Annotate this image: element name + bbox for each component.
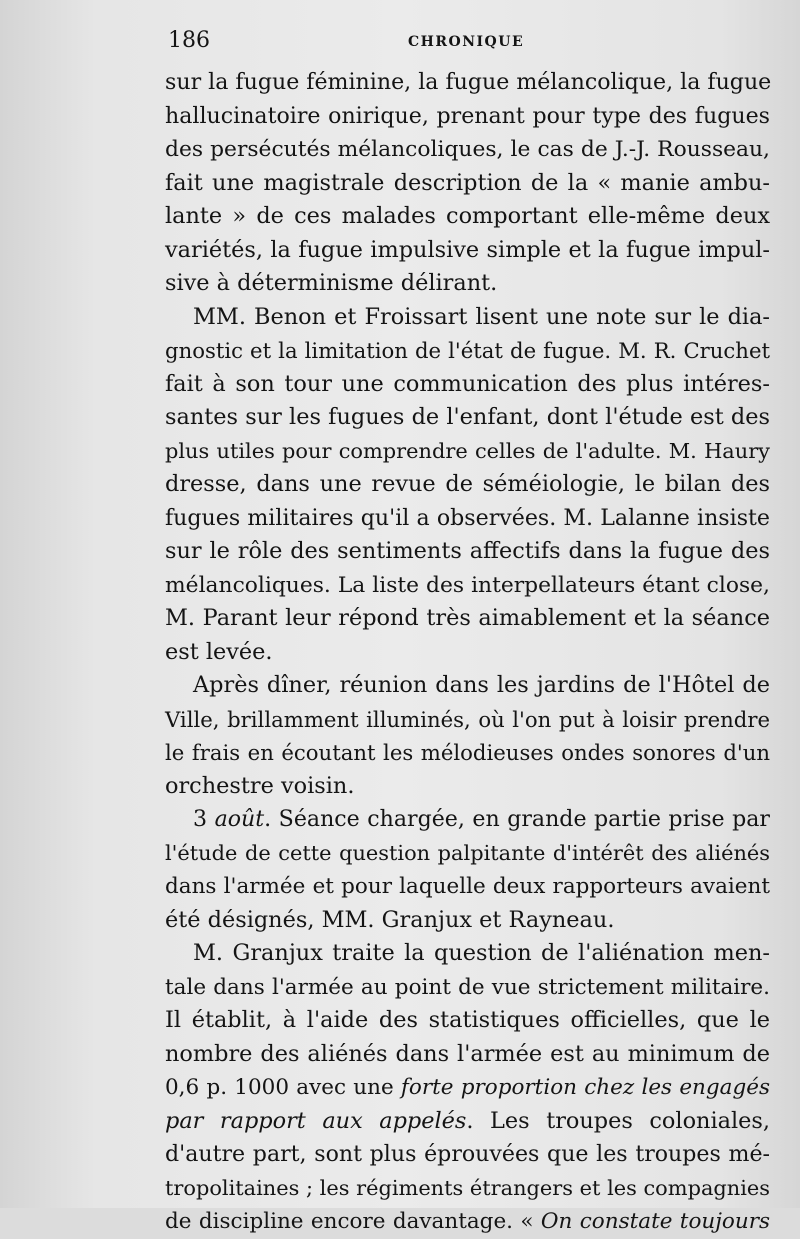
text-line: tropolitaines ; les régiments étrangers et les compagnies xyxy=(165,1175,770,1200)
italic-text: forte proportion chez les engagés xyxy=(400,1075,770,1100)
italic-text: On constate toujours xyxy=(540,1209,771,1234)
text-segment: . Les troupes coloniales, xyxy=(466,1107,771,1134)
text-line: tale dans l'armée au point de vue strictement militaire. xyxy=(165,974,770,1000)
text-line: le frais en écoutant les mélodieuses ondes sonores d'un xyxy=(165,740,770,765)
text-line xyxy=(165,1105,770,1139)
text-line: été désignés, MM. Granjux et Rayneau. xyxy=(165,906,615,933)
text-line: fait une magistrale description de la « manie ambu- xyxy=(165,169,770,196)
text-line: fait à son tour une communication des plus intéres- xyxy=(165,370,770,397)
italic-text: août xyxy=(214,806,265,832)
text-line: M. Granjux traite la question de l'aliénation men- xyxy=(193,940,770,966)
text-line: l'étude de cette question palpitante d'intérêt des aliénés xyxy=(165,840,770,865)
text-line: orchestre voisin. xyxy=(165,772,355,799)
text-line: lante » de ces malades comportant elle-même deux xyxy=(165,203,770,229)
running-head: CHRONIQUE xyxy=(408,34,525,50)
text-line: fugues militaires qu'il a observées. M. Lalanne insiste xyxy=(165,504,770,531)
text-line xyxy=(165,1071,770,1105)
text-line: Après dîner, réunion dans les jardins de l'Hôtel de xyxy=(193,672,770,698)
text-line: variétés, la fugue impulsive simple et la fugue impul- xyxy=(165,236,770,263)
body-text xyxy=(165,66,770,1239)
text-line: mélancoliques. La liste des interpellateurs étant close, xyxy=(165,572,770,598)
text-line: d'autre part, sont plus éprouvées que les troupes mé- xyxy=(165,1141,770,1167)
italic-text: par rapport aux appelés xyxy=(165,1107,467,1134)
text-segment: . Séance chargée, en grande partie prise par xyxy=(264,806,770,832)
text-line: gnostic et la limitation de l'état de fugue. M. R. Cruchet xyxy=(165,338,770,363)
text-line: dresse, dans une revue de séméiologie, le bilan des xyxy=(165,471,770,497)
page-header xyxy=(168,22,768,58)
text-line: Il établit, à l'aide des statistiques officielles, que le xyxy=(165,1007,770,1033)
text-line: hallucinatoire onirique, prenant pour type des fugues xyxy=(165,102,770,129)
page-number: 186 xyxy=(168,28,210,53)
text-line: MM. Benon et Froissart lisent une note sur le dia- xyxy=(193,303,770,330)
text-segment: de discipline encore davantage. « xyxy=(165,1209,541,1234)
text-line: Ville, brillamment illuminés, où l'on put à loisir prendre xyxy=(165,706,770,732)
text-line xyxy=(165,1205,770,1239)
text-line: des persécutés mélancoliques, le cas de J.-J. Rousseau, xyxy=(165,137,770,162)
text-line: sive à déterminisme délirant. xyxy=(165,270,498,296)
text-line: M. Parant leur répond très aimablement et la séance xyxy=(165,605,770,631)
text-line: est levée. xyxy=(165,638,273,665)
text-segment: 0,6 p. 1000 avec une xyxy=(165,1075,401,1100)
text-line xyxy=(165,803,770,837)
text-segment: 3 xyxy=(193,806,215,832)
text-line: dans l'armée et pour laquelle deux rapporteurs avaient xyxy=(165,874,770,899)
text-line: sur la fugue féminine, la fugue mélancolique, la fugue xyxy=(165,69,772,95)
text-line: santes sur les fugues de l'enfant, dont l'étude est des xyxy=(165,404,770,430)
text-line: nombre des aliénés dans l'armée est au minimum de xyxy=(165,1040,770,1067)
text-line: plus utiles pour comprendre celles de l'adulte. M. Haury xyxy=(165,438,770,463)
text-line: sur le rôle des sentiments affectifs dans la fugue des xyxy=(165,538,770,564)
